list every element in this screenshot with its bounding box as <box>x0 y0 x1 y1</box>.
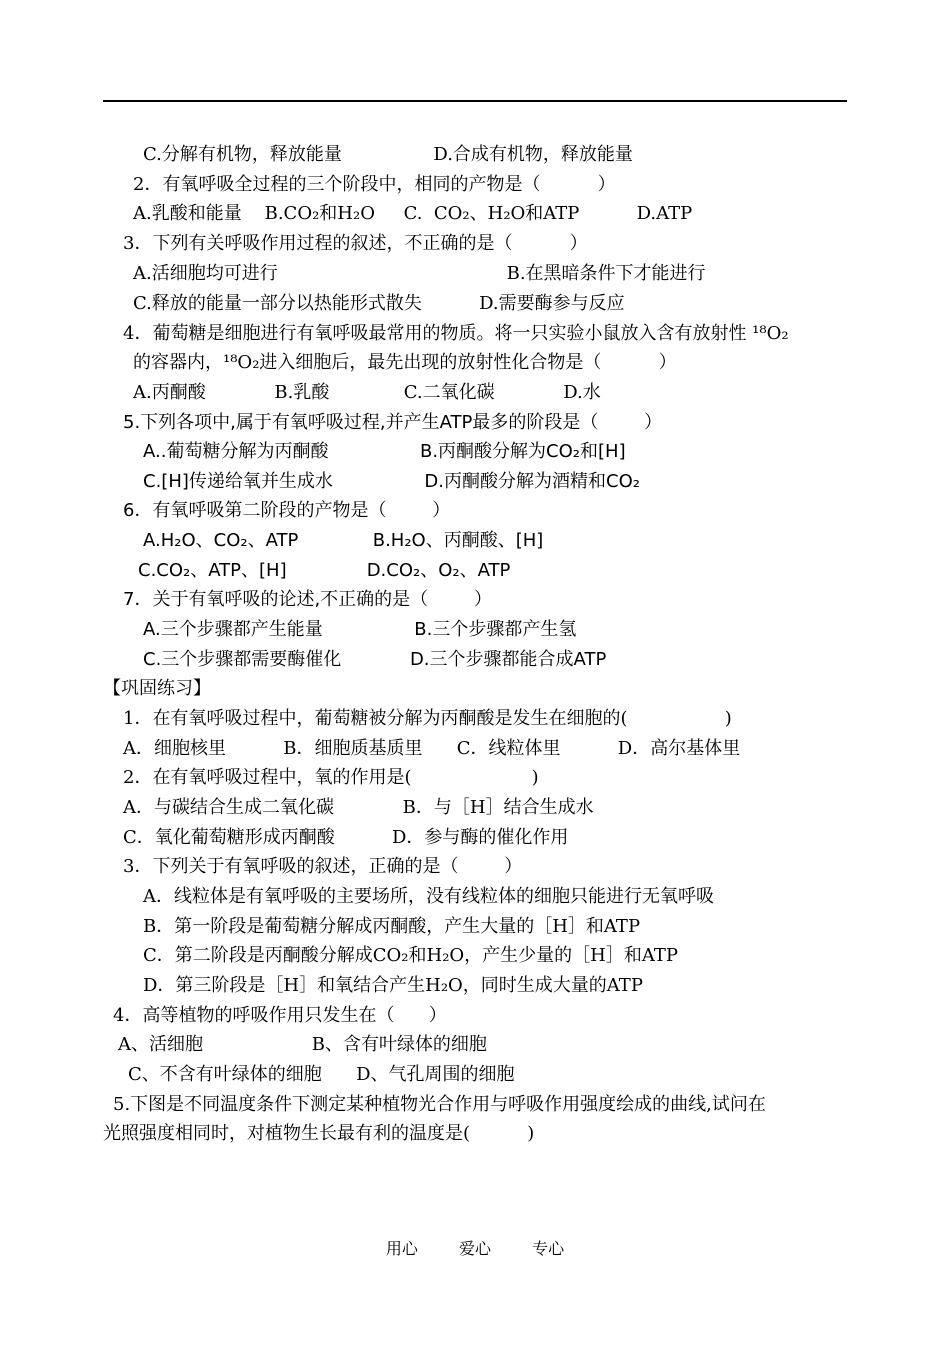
question-7: 7．关于有氧呼吸的论述,不正确的是（ ） <box>123 589 492 610</box>
header-rule <box>103 100 847 102</box>
practice-option-3a: A．线粒体是有氧呼吸的主要场所，没有线粒体的细胞只能进行无氧呼吸 <box>143 886 714 907</box>
practice-question-4: 4．高等植物的呼吸作用只发生在（ ） <box>113 1005 447 1026</box>
options-7-cd: C.三个步骤都需要酶催化 D.三个步骤都能合成ATP <box>143 649 607 670</box>
options-6-ab: A.H₂O、CO₂、ATP B.H₂O、丙酮酸、[H] <box>143 530 544 551</box>
practice-question-3: 3．下列关于有氧呼吸的叙述，正确的是（ ） <box>123 856 523 877</box>
practice-question-2: 2．在有氧呼吸过程中，氧的作用是( ) <box>123 767 539 788</box>
options-3-ab: A.活细胞均可进行 B.在黑暗条件下才能进行 <box>133 263 706 284</box>
footer-word: 专心 <box>532 1239 565 1258</box>
options-2: A.乳酸和能量 B.CO₂和H₂O C. CO₂、H₂O和ATP D.ATP <box>133 203 693 224</box>
question-2: 2．有氧呼吸全过程的三个阶段中，相同的产物是（ ） <box>133 174 616 195</box>
page-footer <box>0 1236 950 1259</box>
practice-options-1: A．细胞核里 B．细胞质基质里 C．线粒体里 D．高尔基体里 <box>123 738 741 759</box>
practice-option-3d: D．第三阶段是［H］和氧结合产生H₂O，同时生成大量的ATP <box>143 975 643 996</box>
practice-option-3b: B．第一阶段是葡萄糖分解成丙酮酸，产生大量的［H］和ATP <box>143 916 641 937</box>
practice-options-2-cd: C．氧化葡萄糖形成丙酮酸 D．参与酶的催化作用 <box>123 827 569 848</box>
options-3-cd: C.释放的能量一部分以热能形式散失 D.需要酶参与反应 <box>133 293 625 314</box>
text-line: C.分解有机物，释放能量 D.合成有机物，释放能量 <box>143 144 633 165</box>
practice-options-4-cd: C、不含有叶绿体的细胞 D、气孔周围的细胞 <box>128 1064 515 1085</box>
question-4-cont: 的容器内，¹⁸O₂进入细胞后，最先出现的放射性化合物是（ ） <box>133 352 677 373</box>
section-heading: 【巩固练习】 <box>103 678 211 699</box>
question-6: 6．有氧呼吸第二阶段的产物是（ ） <box>123 500 451 521</box>
practice-question-5-cont: 光照强度相同时，对植物生长最有利的温度是( ) <box>103 1123 535 1144</box>
practice-options-4-ab: A、活细胞 B、含有叶绿体的细胞 <box>118 1034 487 1055</box>
question-4: 4．葡萄糖是细胞进行有氧呼吸最常用的物质。将一只实验小鼠放入含有放射性 ¹⁸O₂ <box>123 323 789 344</box>
footer-word: 用心 <box>385 1239 418 1258</box>
options-5-ab: A..葡萄糖分解为丙酮酸 B.丙酮酸分解为CO₂和[H] <box>143 441 626 462</box>
practice-options-2-ab: A．与碳结合生成二氧化碳 B．与［H］结合生成水 <box>123 797 594 818</box>
practice-question-5: 5.下图是不同温度条件下测定某种植物光合作用与呼吸作用强度绘成的曲线,试问在 <box>113 1094 766 1115</box>
footer-word: 爱心 <box>458 1239 491 1258</box>
options-4: A.丙酮酸 B.乳酸 C.二氧化碳 D.水 <box>133 382 601 403</box>
options-6-cd: C.CO₂、ATP、[H] D.CO₂、O₂、ATP <box>138 560 511 581</box>
question-3: 3．下列有关呼吸作用过程的叙述，不正确的是（ ） <box>123 233 588 254</box>
practice-question-1: 1．在有氧呼吸过程中，葡萄糖被分解为丙酮酸是发生在细胞的( ) <box>123 708 732 729</box>
options-7-ab: A.三个步骤都产生能量 B.三个步骤都产生氢 <box>143 619 577 640</box>
practice-option-3c: C．第二阶段是丙酮酸分解成CO₂和H₂O，产生少量的［H］和ATP <box>143 945 679 966</box>
options-5-cd: C.[H]传递给氧并生成水 D.丙酮酸分解为酒精和CO₂ <box>143 471 640 492</box>
question-5: 5.下列各项中,属于有氧呼吸过程,并产生ATP最多的阶段是（ ） <box>123 412 663 433</box>
